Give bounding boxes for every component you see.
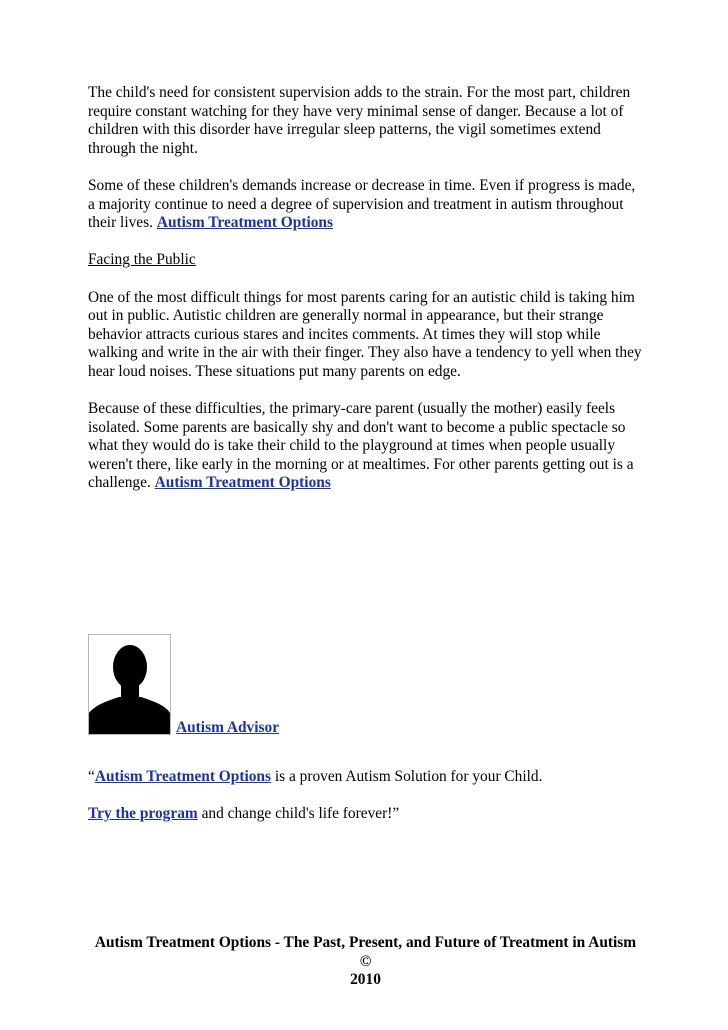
advisor-block bbox=[88, 634, 643, 740]
footer-line-1: Autism Treatment Options - The Past, Present, and Future of Treatment in Autism © bbox=[94, 934, 637, 970]
open-quote: “ bbox=[88, 767, 95, 785]
paragraph-public-text: One of the most difficult things for most parents caring for an autistic child is taking him out in public. Autistic children are generally normal in appearance, but their strange behavior attracts curious stares and incites comments. At times they will stop while walking and write in the air with their finger. They also have a tendency to yell when they hear loud noises. These situations put many parents on edge. bbox=[88, 288, 642, 380]
paragraph-supervision bbox=[88, 84, 643, 158]
paragraph-demands bbox=[88, 177, 643, 233]
paragraph-supervision-text: The child's need for consistent supervision adds to the strain. For the most part, children require constant watching for they have very minimal sense of danger. Because a lot of children with this disorder have irregular sleep patterns, the vigil sometimes extend through the night. bbox=[88, 84, 631, 157]
paragraph-isolation bbox=[88, 400, 643, 493]
paragraph-demands-text: Some of these children's demands increase or decrease in time. Even if progress is made, a majority continue to need a degree of supervision and treatment in autism throughout their lives. bbox=[88, 176, 636, 232]
autism-treatment-options-link-1[interactable]: Autism Treatment Options bbox=[156, 214, 333, 232]
paragraph-isolation-text: Because of these difficulties, the primary-care parent (usually the mother) easily feels isolated. Some parents are basically shy and don't want to become a public spectacle so what they would do is take their child to the playground at times when people usually weren't there, like early in the morning or at mealtimes. For other parents getting out is a challenge. bbox=[88, 400, 634, 492]
section-heading-facing-public bbox=[88, 251, 643, 270]
try-the-program-link[interactable]: Try the program bbox=[88, 804, 198, 822]
footer-line-2: 2010 bbox=[350, 971, 381, 989]
page-footer bbox=[88, 934, 643, 990]
blank-space bbox=[88, 512, 643, 634]
autism-advisor-link[interactable]: Autism Advisor bbox=[176, 718, 280, 736]
promo-line-1-text: is a proven Autism Solution for your Child. bbox=[271, 767, 543, 785]
page-content bbox=[88, 84, 643, 842]
paragraph-public bbox=[88, 289, 643, 382]
promo-line-2-text: and change child's life forever!” bbox=[197, 804, 400, 822]
autism-treatment-options-link-2[interactable]: Autism Treatment Options bbox=[154, 474, 331, 492]
silhouette-avatar-icon bbox=[88, 634, 171, 735]
promo-line-1 bbox=[88, 768, 643, 787]
autism-treatment-options-link-3[interactable]: Autism Treatment Options bbox=[94, 767, 271, 785]
promo-line-2 bbox=[88, 805, 643, 824]
section-heading-text: Facing the Public bbox=[88, 251, 196, 269]
